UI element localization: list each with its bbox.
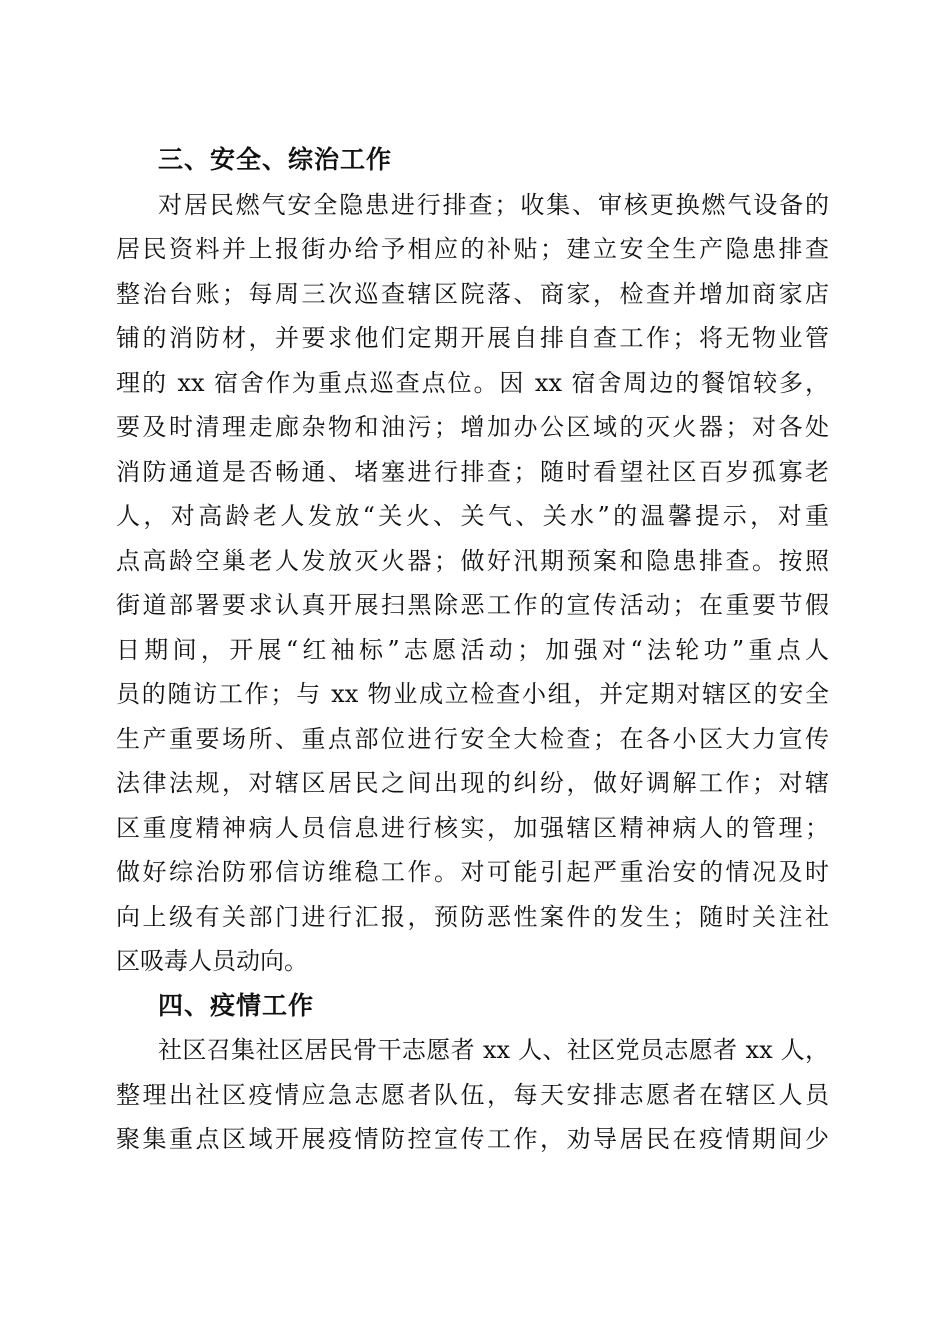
paragraph-line: 整治台账；每周三次巡查辖区院落、商家，检查并增加商家店 [116,279,829,308]
section-heading-epidemic: 四、疫情工作 [158,990,315,1020]
paragraph-line: 做好综治防邪信访维稳工作。对可能引起严重治安的情况及时 [116,858,829,886]
paragraph-line: 铺的消防材，并要求他们定期开展自排自查工作；将无物业管 [116,324,829,352]
section-paragraph-epidemic [116,1028,829,1162]
paragraph-line: 整理出社区疫情应急志愿者队伍，每天安排志愿者在辖区人员 [116,1080,829,1109]
section-heading-safety: 三、安全、综治工作 [158,145,393,174]
paragraph-line: 居民资料并上报街办给予相应的补贴；建立安全生产隐患排查 [116,235,829,263]
paragraph-line: 消防通道是否畅通、堵塞进行排查；随时看望社区百岁孤寡老 [116,457,829,486]
paragraph-line: 生产重要场所、重点部位进行安全大检查；在各小区大力宣传 [116,724,829,753]
paragraph-line: 对居民燃气安全隐患进行排查；收集、审核更换燃气设备的 [158,190,829,219]
section-paragraph-safety [116,183,829,984]
paragraph-line: 要及时清理走廊杂物和油污；增加办公区域的灭火器；对各处 [116,413,829,441]
paragraph-line: 聚集重点区域开展疫情防控宣传工作，劝导居民在疫情期间少 [116,1125,829,1153]
paragraph-line: 街道部署要求认真开展扫黑除恶工作的宣传活动；在重要节假 [116,591,829,619]
paragraph-line: 点高龄空巢老人发放灭火器；做好汛期预案和隐患排查。按照 [116,546,829,575]
document-body [116,138,829,1162]
paragraph-line: 区吸毒人员动向。 [116,947,308,975]
paragraph-line: 区重度精神病人员信息进行核实，加强辖区精神病人的管理； [116,813,829,842]
paragraph-line: 向上级有关部门进行汇报，预防恶性案件的发生；随时关注社 [116,902,829,931]
paragraph-line: 理的 xx 宿舍作为重点巡查点位。因 xx 宿舍周边的餐馆较多， [116,368,829,397]
paragraph-line: 社区召集社区居民骨干志愿者 xx 人、社区党员志愿者 xx 人， [158,1036,829,1064]
paragraph-line: 法律法规，对辖区居民之间出现的纠纷，做好调解工作；对辖 [116,769,829,797]
paragraph-line: 员的随访工作；与 xx 物业成立检查小组，并定期对辖区的安全 [116,680,829,708]
paragraph-line: 日期间，开展“红袖标”志愿活动；加强对“法轮功”重点人 [116,635,829,664]
paragraph-line: 人，对高龄老人发放“关火、关气、关水”的温馨提示，对重 [116,502,829,530]
